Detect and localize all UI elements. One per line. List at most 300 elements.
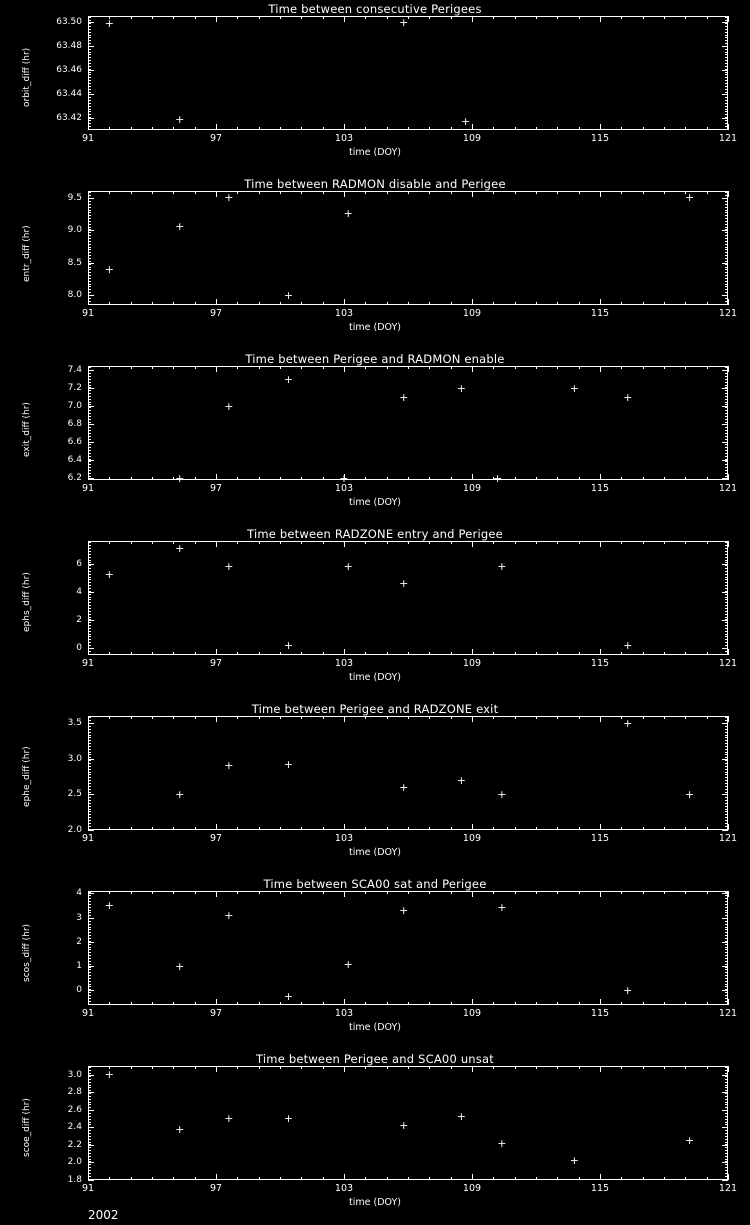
y-minor-tick [88,898,91,899]
y-minor-tick [88,86,91,87]
data-point: + [399,576,409,590]
y-minor-tick [725,69,728,70]
x-minor-tick [429,477,430,480]
x-minor-tick [387,652,388,655]
y-minor-tick [725,106,728,107]
y-minor-tick [725,261,728,262]
x-minor-tick [451,302,452,305]
x-minor-tick [707,541,708,544]
x-minor-tick [173,366,174,369]
x-minor-tick [493,366,494,369]
y-minor-tick [88,453,91,454]
y-minor-tick [88,1079,91,1080]
y-minor-tick [88,811,91,812]
y-minor-tick [88,252,91,253]
y-minor-tick [88,57,91,58]
plot-area [88,366,728,480]
x-minor-tick [451,716,452,719]
y-minor-tick [725,757,728,758]
x-minor-tick [195,16,196,19]
x-minor-tick [515,891,516,894]
x-minor-tick [280,16,281,19]
y-tick-mark [88,70,94,71]
chart-panel [0,350,750,525]
y-minor-tick [88,215,91,216]
data-point: + [175,1122,185,1136]
y-minor-tick [725,789,728,790]
x-tick-mark [344,1174,345,1180]
x-minor-tick [536,1177,537,1180]
y-tick-label: 7.0 [67,401,82,412]
x-minor-tick [707,477,708,480]
y-minor-tick [725,1170,728,1171]
x-minor-tick [579,827,580,830]
y-minor-tick [725,645,728,646]
y-minor-tick [725,393,728,394]
x-tick-label: 103 [334,483,354,494]
y-minor-tick [88,1142,91,1143]
y-minor-tick [725,204,728,205]
y-tick-label: 3.0 [67,1069,82,1080]
y-minor-tick [88,83,91,84]
x-tick-label: 91 [81,483,95,494]
y-minor-tick [88,625,91,626]
x-minor-tick [323,891,324,894]
x-minor-tick [579,477,580,480]
data-point: + [460,114,471,128]
x-minor-tick [664,827,665,830]
y-minor-tick [725,402,728,403]
y-minor-tick [725,740,728,741]
y-minor-tick [725,275,728,276]
x-minor-tick [408,652,409,655]
y-minor-tick [88,754,91,755]
y-minor-tick [88,207,91,208]
x-minor-tick [365,16,366,19]
y-minor-tick [725,1136,728,1137]
x-minor-tick [664,1066,665,1069]
x-tick-mark [88,891,89,897]
x-minor-tick [280,652,281,655]
y-minor-tick [88,1156,91,1157]
x-tick-mark [88,124,89,130]
chart-panel [0,700,750,875]
x-minor-tick [685,891,686,894]
y-minor-tick [725,1113,728,1114]
x-tick-mark [600,1066,601,1072]
x-tick-mark [88,999,89,1005]
x-minor-tick [429,127,430,130]
y-minor-tick [725,207,728,208]
x-tick-mark [600,649,601,655]
y-minor-tick [88,806,91,807]
x-minor-tick [280,1177,281,1180]
y-minor-tick [725,387,728,388]
y-minor-tick [725,803,728,804]
y-minor-tick [88,295,91,296]
y-minor-tick [88,1102,91,1103]
chart-title: Time between consecutive Perigees [268,2,482,16]
x-minor-tick [515,1066,516,1069]
y-minor-tick [725,57,728,58]
y-minor-tick [88,373,91,374]
y-minor-tick [725,286,728,287]
y-minor-tick [725,737,728,738]
y-minor-tick [88,1085,91,1086]
x-tick-mark [216,474,217,480]
data-point: + [104,17,114,31]
x-tick-label: 121 [718,658,738,669]
x-minor-tick [237,827,238,830]
y-minor-tick [88,735,91,736]
y-minor-tick [88,261,91,262]
x-minor-tick [323,716,324,719]
x-minor-tick [301,1177,302,1180]
x-minor-tick [173,891,174,894]
x-tick-label: 91 [81,658,95,669]
y-minor-tick [725,614,728,615]
x-minor-tick [259,1177,260,1180]
y-minor-tick [725,83,728,84]
y-minor-tick [725,447,728,448]
y-minor-tick [88,921,91,922]
x-minor-tick [323,652,324,655]
plot-area [88,716,728,830]
x-minor-tick [515,1002,516,1005]
x-minor-tick [280,827,281,830]
x-tick-mark [344,1066,345,1072]
x-tick-label: 115 [590,833,610,844]
y-minor-tick [725,272,728,273]
y-minor-tick [88,247,91,248]
y-minor-tick [725,416,728,417]
data-point: + [175,113,185,127]
y-minor-tick [725,628,728,629]
y-minor-tick [725,814,728,815]
y-axis-label: scoe_diff (hr) [22,1098,32,1157]
y-minor-tick [725,235,728,236]
x-minor-tick [259,541,260,544]
x-minor-tick [237,366,238,369]
y-tick-label: 6 [76,558,82,569]
x-minor-tick [536,366,537,369]
x-tick-label: 109 [462,1008,482,1019]
x-minor-tick [557,302,558,305]
x-tick-mark [600,299,601,305]
y-minor-tick [88,938,91,939]
x-minor-tick [707,127,708,130]
y-minor-tick [88,760,91,761]
x-minor-tick [259,716,260,719]
y-tick-label: 4 [76,586,82,597]
x-tick-mark [88,474,89,480]
x-minor-tick [536,652,537,655]
y-minor-tick [725,218,728,219]
x-minor-tick [152,1002,153,1005]
x-minor-tick [493,1177,494,1180]
y-minor-tick [725,1156,728,1157]
x-tick-mark [472,366,473,372]
y-minor-tick [88,97,91,98]
x-minor-tick [365,1002,366,1005]
data-point: + [399,1119,409,1133]
x-minor-tick [131,891,132,894]
x-tick-label: 97 [209,133,223,144]
x-minor-tick [237,191,238,194]
y-minor-tick [725,258,728,259]
y-tick-mark [722,70,728,71]
x-minor-tick [195,827,196,830]
x-tick-mark [216,299,217,305]
y-minor-tick [725,817,728,818]
x-tick-label: 103 [334,1008,354,1019]
y-minor-tick [88,29,91,30]
y-minor-tick [725,597,728,598]
y-minor-tick [725,241,728,242]
x-minor-tick [451,827,452,830]
data-point: + [224,399,234,413]
x-minor-tick [280,366,281,369]
x-minor-tick [664,366,665,369]
y-minor-tick [88,961,91,962]
y-minor-tick [725,467,728,468]
y-minor-tick [725,766,728,767]
y-minor-tick [88,800,91,801]
y-minor-tick [88,1147,91,1148]
data-point: + [497,1136,507,1150]
y-minor-tick [725,605,728,606]
x-minor-tick [152,716,153,719]
y-minor-tick [88,918,91,919]
y-minor-tick [88,289,91,290]
x-minor-tick [536,891,537,894]
data-point: + [224,1112,234,1126]
x-minor-tick [515,652,516,655]
x-minor-tick [301,652,302,655]
y-minor-tick [725,947,728,948]
x-minor-tick [387,302,388,305]
y-axis-label: exit_diff (hr) [22,402,32,457]
x-tick-mark [472,999,473,1005]
x-minor-tick [408,541,409,544]
y-minor-tick [88,117,91,118]
x-tick-label: 91 [81,1008,95,1019]
x-minor-tick [451,16,452,19]
x-tick-mark [728,824,729,830]
y-minor-tick [88,284,91,285]
y-minor-tick [725,117,728,118]
x-minor-tick [536,302,537,305]
y-minor-tick [725,642,728,643]
x-minor-tick [259,827,260,830]
y-minor-tick [725,66,728,67]
x-minor-tick [557,827,558,830]
x-tick-label: 121 [718,1008,738,1019]
y-minor-tick [725,249,728,250]
x-minor-tick [451,652,452,655]
x-tick-label: 109 [462,133,482,144]
y-axis-label: entr_diff (hr) [22,225,32,282]
x-tick-label: 109 [462,1183,482,1194]
y-minor-tick [725,929,728,930]
x-minor-tick [557,127,558,130]
x-minor-tick [301,891,302,894]
x-minor-tick [408,366,409,369]
x-tick-label: 97 [209,833,223,844]
x-tick-mark [344,541,345,547]
y-minor-tick [725,292,728,293]
x-minor-tick [152,302,153,305]
y-minor-tick [88,557,91,558]
x-tick-label: 109 [462,658,482,669]
data-point: + [175,541,185,555]
y-minor-tick [88,924,91,925]
x-minor-tick [173,16,174,19]
x-minor-tick [301,366,302,369]
plot-area [88,16,728,130]
x-minor-tick [557,652,558,655]
x-minor-tick [131,541,132,544]
y-minor-tick [88,617,91,618]
x-minor-tick [365,541,366,544]
y-minor-tick [88,396,91,397]
y-minor-tick [88,444,91,445]
x-minor-tick [408,1066,409,1069]
x-minor-tick [621,477,622,480]
x-minor-tick [707,302,708,305]
y-minor-tick [725,752,728,753]
y-tick-mark [88,942,94,943]
x-tick-label: 109 [462,833,482,844]
y-minor-tick [88,385,91,386]
y-minor-tick [88,456,91,457]
x-tick-label: 115 [590,1183,610,1194]
y-minor-tick [88,413,91,414]
y-minor-tick [725,450,728,451]
y-minor-tick [725,981,728,982]
x-minor-tick [173,127,174,130]
x-minor-tick [109,477,110,480]
x-tick-mark [472,1174,473,1180]
y-minor-tick [88,947,91,948]
x-minor-tick [323,827,324,830]
y-tick-mark [722,1180,728,1181]
x-minor-tick [237,716,238,719]
y-minor-tick [88,772,91,773]
y-minor-tick [88,109,91,110]
x-tick-mark [472,649,473,655]
data-point: + [456,773,466,787]
y-minor-tick [88,430,91,431]
x-minor-tick [557,366,558,369]
x-tick-label: 109 [462,308,482,319]
y-minor-tick [725,743,728,744]
data-point: + [283,990,294,1003]
y-minor-tick [88,975,91,976]
chart-panel [0,0,750,175]
y-minor-tick [88,642,91,643]
y-minor-tick [88,969,91,970]
y-minor-tick [88,433,91,434]
data-point: + [343,207,353,221]
x-minor-tick [131,1066,132,1069]
x-tick-label: 91 [81,833,95,844]
data-point: + [224,908,234,922]
y-tick-mark [88,230,94,231]
y-minor-tick [88,614,91,615]
x-minor-tick [387,366,388,369]
x-minor-tick [280,127,281,130]
y-tick-label: 7.2 [67,383,82,394]
y-minor-tick [88,932,91,933]
x-minor-tick [259,191,260,194]
data-point: + [175,471,185,485]
x-minor-tick [365,716,366,719]
y-minor-tick [88,723,91,724]
y-minor-tick [725,1102,728,1103]
y-minor-tick [725,898,728,899]
x-minor-tick [707,891,708,894]
year-label: 2002 [88,1208,119,1222]
x-minor-tick [621,366,622,369]
y-minor-tick [725,419,728,420]
y-minor-tick [725,373,728,374]
x-tick-mark [88,649,89,655]
y-tick-label: 8.0 [67,290,82,301]
y-minor-tick [725,554,728,555]
y-minor-tick [725,574,728,575]
x-minor-tick [365,827,366,830]
x-minor-tick [152,541,153,544]
x-tick-mark [88,191,89,197]
x-minor-tick [685,16,686,19]
x-minor-tick [429,16,430,19]
y-axis-label: orbit_diff (hr) [22,47,32,107]
x-tick-mark [600,16,601,22]
y-minor-tick [88,984,91,985]
x-minor-tick [493,716,494,719]
y-minor-tick [725,1159,728,1160]
x-minor-tick [280,541,281,544]
x-minor-tick [685,1002,686,1005]
y-minor-tick [88,571,91,572]
y-minor-tick [88,272,91,273]
x-minor-tick [536,716,537,719]
x-minor-tick [451,477,452,480]
x-tick-mark [472,716,473,722]
x-minor-tick [280,1002,281,1005]
y-minor-tick [725,794,728,795]
y-minor-tick [725,444,728,445]
x-minor-tick [387,477,388,480]
y-minor-tick [88,729,91,730]
data-point: + [399,780,409,794]
x-minor-tick [643,891,644,894]
x-tick-mark [728,366,729,372]
x-minor-tick [579,1002,580,1005]
y-minor-tick [725,797,728,798]
x-minor-tick [643,1002,644,1005]
y-minor-tick [88,927,91,928]
x-minor-tick [301,541,302,544]
y-minor-tick [725,459,728,460]
x-minor-tick [707,827,708,830]
y-minor-tick [725,284,728,285]
x-tick-mark [344,299,345,305]
y-minor-tick [725,410,728,411]
x-minor-tick [707,652,708,655]
x-minor-tick [259,891,260,894]
